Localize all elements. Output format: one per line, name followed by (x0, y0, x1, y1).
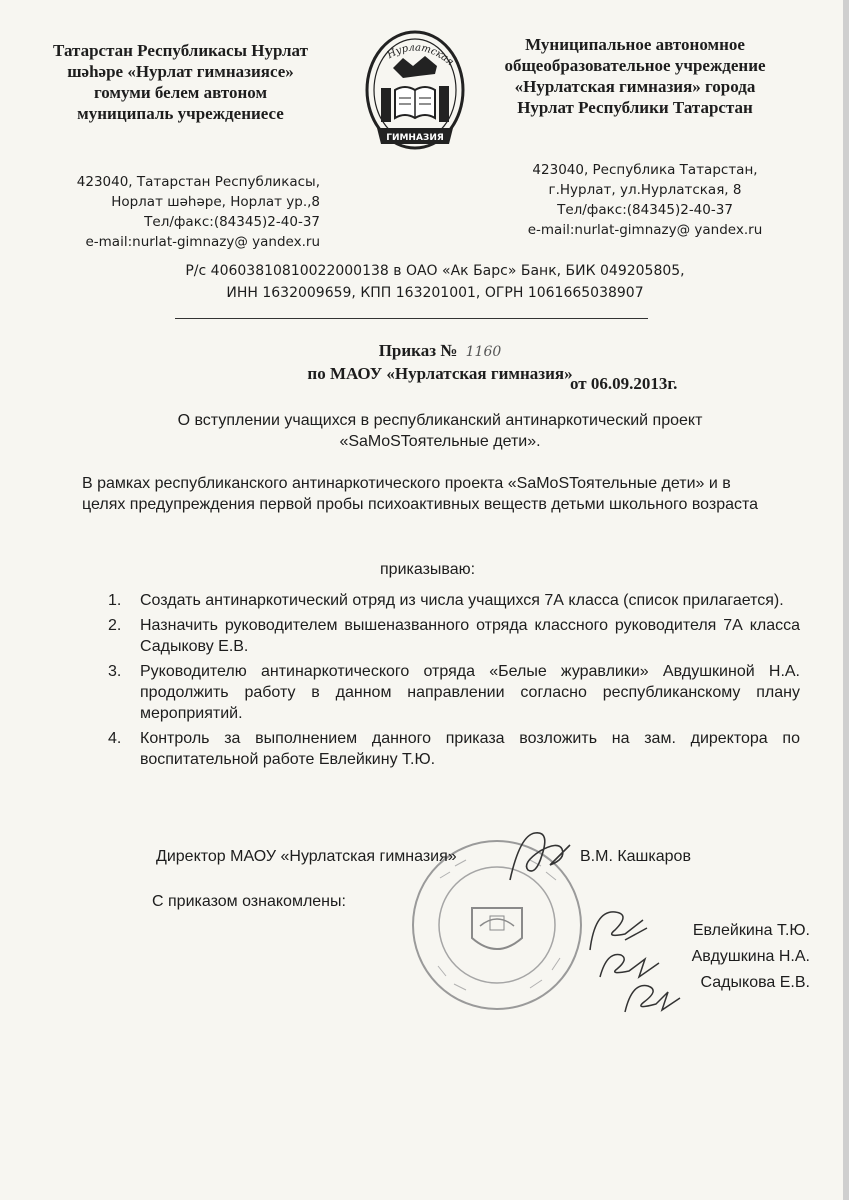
item-number: 1. (108, 592, 122, 609)
bank-line: ИНН 1632009659, КПП 163201001, ОГРН 1061665038907 (226, 285, 644, 301)
subject-line: О вступлении учащихся в республиканский антинаркотический проект (177, 412, 703, 429)
order-item (108, 615, 800, 657)
svg-text:Нурлатская: Нурлатская (385, 42, 456, 69)
acquainted-names (630, 918, 810, 996)
acquainted-name: Евлейкина Т.Ю. (692, 922, 810, 939)
scan-edge (843, 0, 849, 1200)
header-divider (175, 318, 648, 319)
header-left-title: Татарстан Республикасы Нурлат шәһәре «Нурлат гимназиясе» гомуми белем автоном муниципаль учреждениесе (53, 41, 308, 123)
contact-line: Тел/факс:(84345)2-40-37 (144, 214, 320, 230)
contact-line: Норлат шәһәре, Норлат ур.,8 (111, 194, 320, 210)
contact-line: Тел/факс:(84345)2-40-37 (557, 202, 733, 218)
item-text: Назначить руководителем вышеназванного отряда классного руководителя 7А класса Садыкову Е.В. (140, 617, 800, 655)
order-word: приказываю: (380, 561, 476, 578)
contact-line: e-mail:nurlat-gimnazy@ yandex.ru (85, 234, 320, 250)
order-date: от 06.09.2013г. (570, 374, 678, 393)
order-title-label: Приказ № (378, 341, 458, 360)
svg-text:ГИМНАЗИЯ: ГИМНАЗИЯ (386, 133, 444, 143)
header-right-title: Муниципальное автономное общеобразовательное учреждение «Нурлатская гимназия» города Нурлат Республики Татарстан (504, 35, 766, 117)
order-item (108, 590, 800, 611)
order-number: 1160 (465, 344, 502, 360)
gymnasium-logo (363, 28, 468, 158)
acquainted-label: С приказом ознакомлены: (152, 893, 346, 910)
item-text: Руководителю антинаркотического отряда «Белые журавлики» Авдушкиной Н.А. продолжить работу в данном направлении согласно республиканскому плану мероприятий. (140, 663, 800, 722)
contact-line: 423040, Татарстан Республикасы, (76, 174, 320, 190)
director-label: Директор МАОУ «Нурлатская гимназия» (156, 848, 457, 865)
order-item (108, 728, 800, 770)
item-number: 2. (108, 617, 122, 634)
preamble: В рамках республиканского антинаркотического проекта «SaMoSToятельные дети» и в целях предупреждения первой пробы психоактивных веществ детьми школьного возраста (82, 475, 759, 513)
bank-details (175, 260, 695, 304)
contact-line: г.Нурлат, ул.Нурлатская, 8 (548, 182, 742, 198)
director-signature (500, 815, 580, 895)
order-org-line: по МАОУ «Нурлатская гимназия» (307, 364, 573, 383)
order-subject (100, 410, 780, 452)
subject-line: «SaMoSToятельные дети». (339, 433, 541, 450)
contact-line: e-mail:nurlat-gimnazy@ yandex.ru (527, 222, 763, 238)
order-item (108, 661, 800, 724)
acquainted-name: Садыкова Е.В. (700, 974, 810, 991)
order-title (280, 340, 600, 385)
contact-line: 423040, Республика Татарстан, (532, 162, 758, 178)
order-items (108, 590, 800, 774)
bank-line: Р/с 40603810810022000138 в ОАО «Ак Барс» Банк, БИК 049205805, (185, 263, 685, 279)
director-name: В.М. Кашкаров (580, 848, 691, 865)
contacts-right (510, 160, 780, 240)
item-text: Создать антинаркотический отряд из числа учащихся 7А класса (список прилагается). (140, 592, 784, 609)
acquainted-name: Авдушкина Н.А. (691, 948, 810, 965)
contacts-left (40, 172, 320, 252)
item-number: 4. (108, 730, 122, 747)
item-text: Контроль за выполнением данного приказа возложить на зам. директора по воспитательной работе Евлейкину Т.Ю. (140, 730, 800, 768)
item-number: 3. (108, 663, 122, 680)
